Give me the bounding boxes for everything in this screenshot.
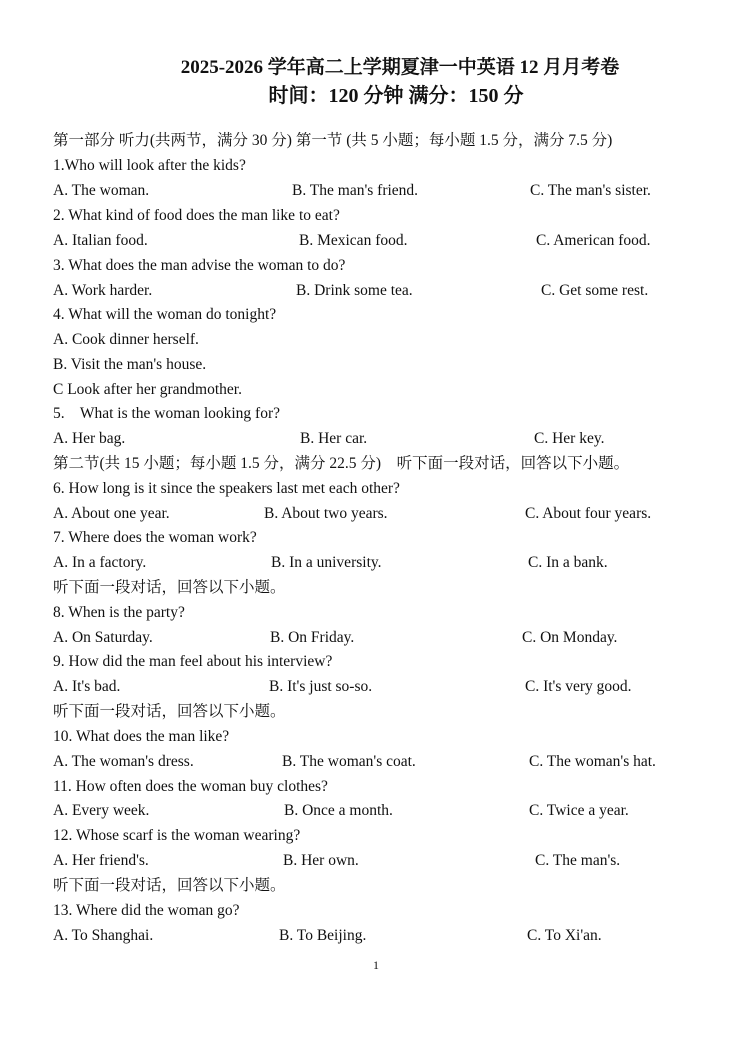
- question-10: 10. What does the man like?: [53, 728, 230, 745]
- option-b: B. To Beijing.: [279, 927, 367, 944]
- option-b: B. Her car.: [300, 430, 368, 447]
- options-6: [53, 503, 703, 525]
- options-3: [53, 280, 703, 302]
- option-c: C. The man's.: [535, 852, 621, 869]
- options-7: [53, 552, 703, 574]
- option-c: C. Get some rest.: [541, 282, 649, 299]
- question-9: 9. How did the man feel about his interview?: [53, 653, 333, 670]
- option-a: A. Her friend's.: [53, 852, 149, 869]
- question-5: 5. What is the woman looking for?: [53, 405, 281, 422]
- option-c: C. About four years.: [525, 505, 652, 522]
- section2-heading: 第二节(共 15 小题；每小题 1.5 分，满分 22.5 分) 听下面一段对话，回答以下小题。: [53, 455, 630, 472]
- listen-instruction: 听下面一段对话，回答以下小题。: [53, 703, 286, 720]
- option-b: B. Drink some tea.: [296, 282, 413, 299]
- exam-subtitle: 时间：120 分钟 满分：150 分: [268, 85, 524, 107]
- question-3: 3. What does the man advise the woman to do?: [53, 257, 346, 274]
- question-4: 4. What will the woman do tonight?: [53, 306, 277, 323]
- option-c: C. The woman's hat.: [529, 753, 656, 770]
- options-1: [53, 180, 703, 202]
- option-a: A. About one year.: [53, 505, 170, 522]
- question-11: 11. How often does the woman buy clothes?: [53, 778, 328, 795]
- option-b: B. On Friday.: [270, 629, 355, 646]
- option-b: B. Once a month.: [284, 802, 393, 819]
- option-a: A. The woman.: [53, 182, 150, 199]
- question-7: 7. Where does the woman work?: [53, 529, 257, 546]
- options-11: [53, 800, 703, 822]
- options-10: [53, 751, 703, 773]
- question-8: 8. When is the party?: [53, 604, 185, 621]
- options-2: [53, 230, 703, 252]
- question-13: 13. Where did the woman go?: [53, 902, 240, 919]
- option-a: A. Her bag.: [53, 430, 126, 447]
- option-a: A. To Shanghai.: [53, 927, 154, 944]
- option-b: B. Mexican food.: [299, 232, 408, 249]
- option-b: B. The woman's coat.: [282, 753, 416, 770]
- option-b: B. About two years.: [264, 505, 388, 522]
- options-12: [53, 850, 703, 872]
- option-a: A. It's bad.: [53, 678, 121, 695]
- question-2: 2. What kind of food does the man like to eat?: [53, 207, 340, 224]
- option-a: A. Work harder.: [53, 282, 153, 299]
- option-b: B. It's just so-so.: [269, 678, 373, 695]
- options-5: [53, 428, 703, 450]
- option-a: A. The woman's dress.: [53, 753, 194, 770]
- options-13: [53, 925, 703, 947]
- page-number: 1: [373, 958, 379, 972]
- option-a: A. Every week.: [53, 802, 150, 819]
- option-c: C. In a bank.: [528, 554, 608, 571]
- listen-instruction: 听下面一段对话，回答以下小题。: [53, 579, 286, 596]
- exam-title: 2025-2026 学年高二上学期夏津一中英语 12 月月考卷: [180, 57, 620, 78]
- option-a: A. Cook dinner herself.: [53, 331, 199, 348]
- option-c: C. To Xi'an.: [527, 927, 602, 944]
- listen-instruction: 听下面一段对话，回答以下小题。: [53, 877, 286, 894]
- option-c: C. Her key.: [534, 430, 605, 447]
- option-c: C Look after her grandmother.: [53, 381, 242, 398]
- section1-heading: 第一部分 听力(共两节，满分 30 分) 第一节 (共 5 小题；每小题 1.5 分，满分 7.5 分): [53, 132, 613, 149]
- option-b: B. In a university.: [271, 554, 382, 571]
- question-12: 12. Whose scarf is the woman wearing?: [53, 827, 301, 844]
- option-a: A. On Saturday.: [53, 629, 153, 646]
- option-c: C. American food.: [536, 232, 651, 249]
- option-c: C. It's very good.: [525, 678, 632, 695]
- option-a: A. Italian food.: [53, 232, 148, 249]
- question-1: 1.Who will look after the kids?: [53, 157, 246, 174]
- option-b: B. The man's friend.: [292, 182, 419, 199]
- option-c: C. The man's sister.: [530, 182, 651, 199]
- option-a: A. In a factory.: [53, 554, 147, 571]
- option-c: C. On Monday.: [522, 629, 618, 646]
- options-8: [53, 627, 703, 649]
- option-c: C. Twice a year.: [529, 802, 629, 819]
- options-9: [53, 676, 703, 698]
- option-b: B. Her own.: [283, 852, 359, 869]
- question-6: 6. How long is it since the speakers last met each other?: [53, 480, 400, 497]
- option-b: B. Visit the man's house.: [53, 356, 207, 373]
